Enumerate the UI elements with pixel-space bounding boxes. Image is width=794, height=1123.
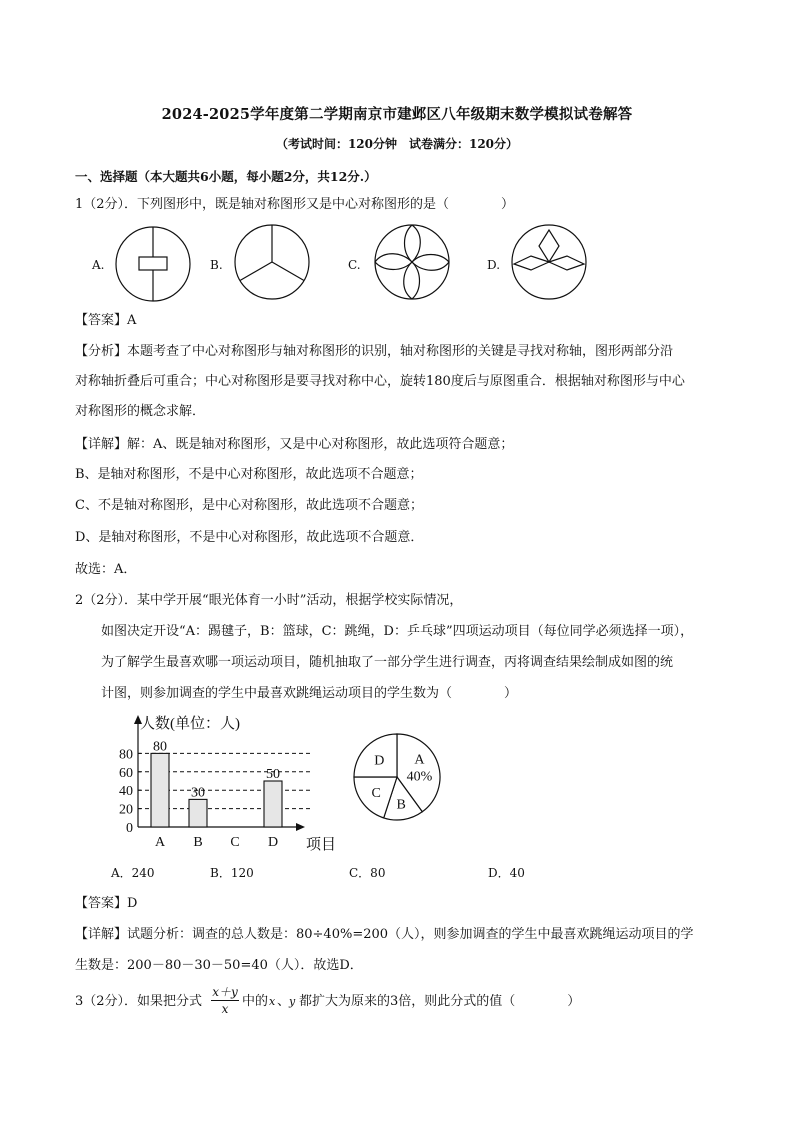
- q1-detail-line: 【详解】解：A、既是轴对称图形，又是中心对称图形，故此选项符合题意；: [75, 437, 514, 452]
- q2-option-c: C．80: [349, 866, 386, 880]
- bar: [151, 753, 169, 827]
- x-axis-label: 项目: [306, 837, 337, 853]
- q2-stem-line: 为了解学生最喜欢哪一项运动项目，随机抽取了一部分学生进行调查，丙将调查结果绘制成如图的统: [101, 655, 674, 670]
- y-tick-label: 20: [119, 802, 133, 818]
- pie-slice-label: D: [374, 753, 385, 769]
- q3-sep: 、: [277, 994, 291, 1009]
- q1-option-d-label: D.: [487, 258, 501, 272]
- section-heading: 一、选择题（本大题共6小题，每小题2分，共12分.）: [75, 169, 377, 184]
- q1-stem: 1（2分）．下列图形中，既是轴对称图形又是中心对称图形的是（ ）: [75, 197, 515, 212]
- q1-figure-c: [372, 222, 452, 302]
- pie-chart: [352, 728, 442, 828]
- bar-chart: [110, 712, 350, 857]
- pie-slice-label: B: [396, 797, 406, 813]
- y-tick-label: 80: [119, 747, 133, 763]
- x-tick-label: D: [267, 835, 279, 850]
- q2-option-b: B．120: [210, 866, 254, 880]
- q3-fraction-numerator: x＋y: [212, 985, 238, 999]
- page-title: 2024-2025学年度第二学期南京市建邺区八年级期末数学模拟试卷解答: [161, 106, 633, 123]
- q2-option-d: D．40: [488, 866, 525, 880]
- x-axis-arrow: [296, 823, 305, 831]
- q1-conclusion: 故选：A．: [75, 562, 137, 577]
- q3-fraction-bar: [211, 1000, 239, 1001]
- y-tick-label: 0: [126, 821, 133, 836]
- pie-slice-label: C: [371, 786, 381, 802]
- x-tick-label: B: [193, 835, 203, 850]
- q2-option-a: A．240: [111, 866, 155, 880]
- bar: [264, 781, 282, 827]
- bar: [189, 799, 207, 827]
- y-tick-label: 40: [119, 784, 133, 800]
- q3-stem: [75, 985, 695, 1025]
- q3-fraction-denominator: x: [221, 1002, 229, 1016]
- q1-figure-d: [509, 222, 589, 302]
- x-tick-label: C: [230, 835, 240, 850]
- q1-detail-line: D、是轴对称图形，不是中心对称图形，故此选项不合题意．: [75, 530, 424, 545]
- y-axis-label: 人数(单位：人): [140, 716, 240, 732]
- q3-var-x: x: [269, 995, 276, 1008]
- q2-detail-line: 生数是：200－80－30－50=40（人）．故选D．: [75, 958, 363, 973]
- q1-analysis-line: 对称轴折叠后可重合；中心对称图形是要寻找对称中心，旋转180度后与原图重合．根据轴对称图形与中心: [75, 374, 685, 389]
- q1-analysis-line: 【分析】本题考查了中心对称图形与轴对称图形的识别，轴对称图形的关键是寻找对称轴，图形两部分沿: [75, 344, 674, 359]
- q3-stem-middle: 中的: [242, 994, 269, 1009]
- q1-detail-line: B、是轴对称图形，不是中心对称图形，故此选项不合题意；: [75, 467, 423, 482]
- q2-detail-line: 【详解】试题分析：调查的总人数是：80÷40%=200（人），则参加调查的学生中最喜欢跳绳运动项目的学: [75, 927, 694, 942]
- q1-option-b-label: B.: [210, 258, 223, 272]
- q2-answer: 【答案】D: [75, 896, 138, 911]
- bar-data-label: 30: [191, 785, 205, 801]
- q1-figure-b: [232, 222, 312, 302]
- exam-info: （考试时间：120分钟 试卷满分：120分）: [275, 137, 519, 151]
- q1-option-c-label: C.: [348, 258, 361, 272]
- pie-slice-label: A: [414, 752, 425, 768]
- q3-var-y: y: [289, 995, 296, 1008]
- q1-analysis-line: 对称图形的概念求解．: [75, 404, 206, 419]
- q2-stem-line: 计图，则参加调查的学生中最喜欢跳绳运动项目的学生数为（ ）: [101, 686, 518, 701]
- bar-data-label: 80: [153, 739, 167, 755]
- pie-percent-label: 40%: [406, 769, 433, 785]
- q1-detail-line: C、不是轴对称图形，是中心对称图形，故此选项不合题意；: [75, 498, 423, 513]
- bar-data-label: 50: [266, 767, 280, 782]
- q1-answer: 【答案】A: [75, 313, 137, 328]
- q3-stem-start: 3（2分）．如果把分式: [75, 994, 203, 1009]
- y-tick-label: 60: [119, 765, 133, 781]
- x-tick-label: A: [154, 835, 166, 850]
- q3-stem-end: 都扩大为原来的3倍，则此分式的值（ ）: [299, 994, 581, 1009]
- q1-option-a-label: A.: [92, 258, 105, 272]
- q2-stem-line: 如图决定开设“A：踢毽子，B：篮球，C：跳绳，D：乒乓球”四项运动项目（每位同学必须选择一项），: [101, 624, 694, 639]
- q1-figure-a: [113, 224, 193, 304]
- q2-stem-line: 2（2分）．某中学开展“眼光体育一小时”活动，根据学校实际情况，: [75, 593, 463, 608]
